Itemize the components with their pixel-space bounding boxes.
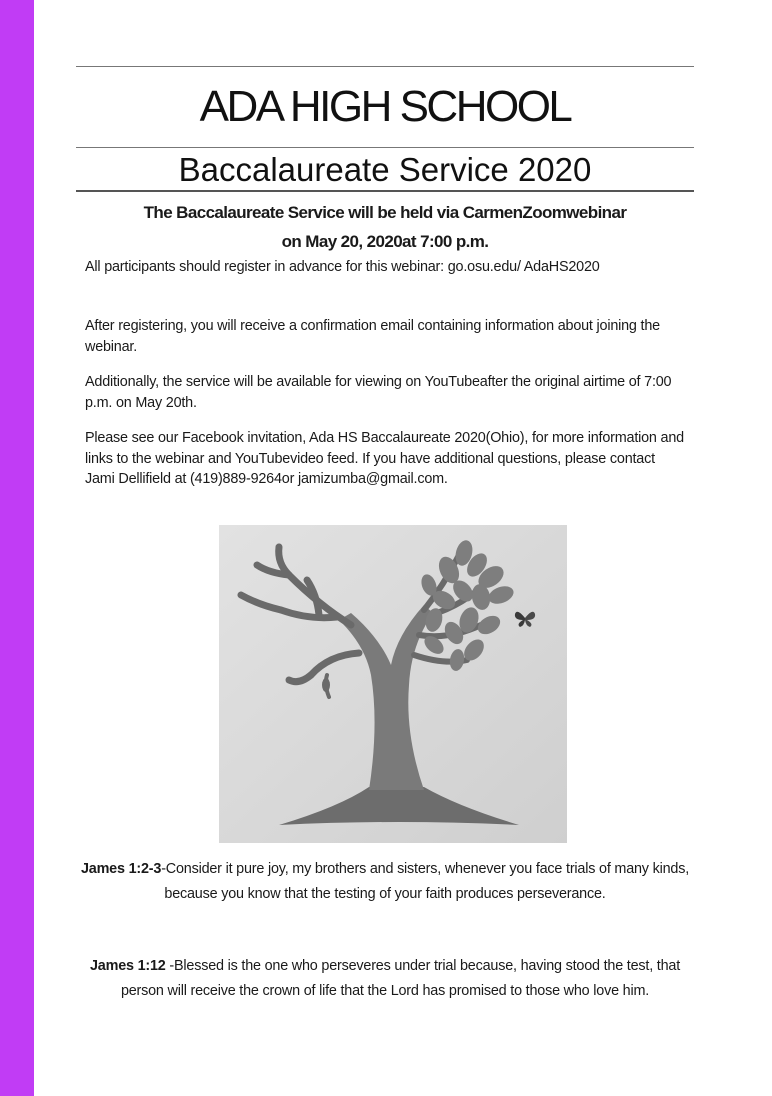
verse-text: -Consider it pure joy, my brothers and sisters, whenever you face trials of many kinds, because you know that the testing of your faith produces perseverance. bbox=[161, 861, 689, 902]
top-divider bbox=[76, 66, 694, 67]
announcement-line-1: The Baccalaureate Service will be held via CarmenZoomwebinar bbox=[143, 203, 627, 222]
register-paragraph: All participants should register in advance for this webinar: go.osu.edu/ AdaHS2020 bbox=[85, 259, 600, 275]
confirmation-paragraph: After registering, you will receive a confirmation email containing information about joining the webinar. bbox=[85, 318, 660, 355]
youtube-paragraph: Additionally, the service will be available for viewing on YouTubeafter the original airtime of 7:00 p.m. on May 20th. bbox=[85, 374, 672, 411]
verse-text: -Blessed is the one who perseveres under trial because, having stood the test, that person will receive the crown of life that the Lord has promised to those who love him. bbox=[120, 958, 680, 999]
facebook-paragraph: Please see our Facebook invitation, Ada HS Baccalaureate 2020(Ohio), for more information and links to the webinar and YouTubevideo feed. If you have additional questions, please contact Jami Dellifield at (419)889-9264or jamizumba@gmail.com. bbox=[85, 430, 684, 487]
title-underline bbox=[76, 190, 694, 192]
event-title: Baccalaureate Service 2020 bbox=[178, 151, 592, 188]
accent-side-bar bbox=[0, 0, 34, 1096]
tree-drawing-icon bbox=[219, 525, 567, 843]
verse-james-1-2 bbox=[76, 857, 694, 907]
verse-reference: James 1:12 bbox=[90, 958, 166, 974]
school-name: ADA HIGH SCHOOL bbox=[199, 82, 571, 131]
mid-divider bbox=[76, 147, 694, 148]
announcement-line-2: on May 20, 2020at 7:00 p.m. bbox=[281, 232, 489, 251]
verse-reference: James 1:2-3 bbox=[80, 861, 162, 877]
announcement-headline bbox=[76, 198, 694, 256]
butterfly-icon bbox=[513, 608, 537, 628]
verse-james-1-12 bbox=[76, 954, 694, 1004]
